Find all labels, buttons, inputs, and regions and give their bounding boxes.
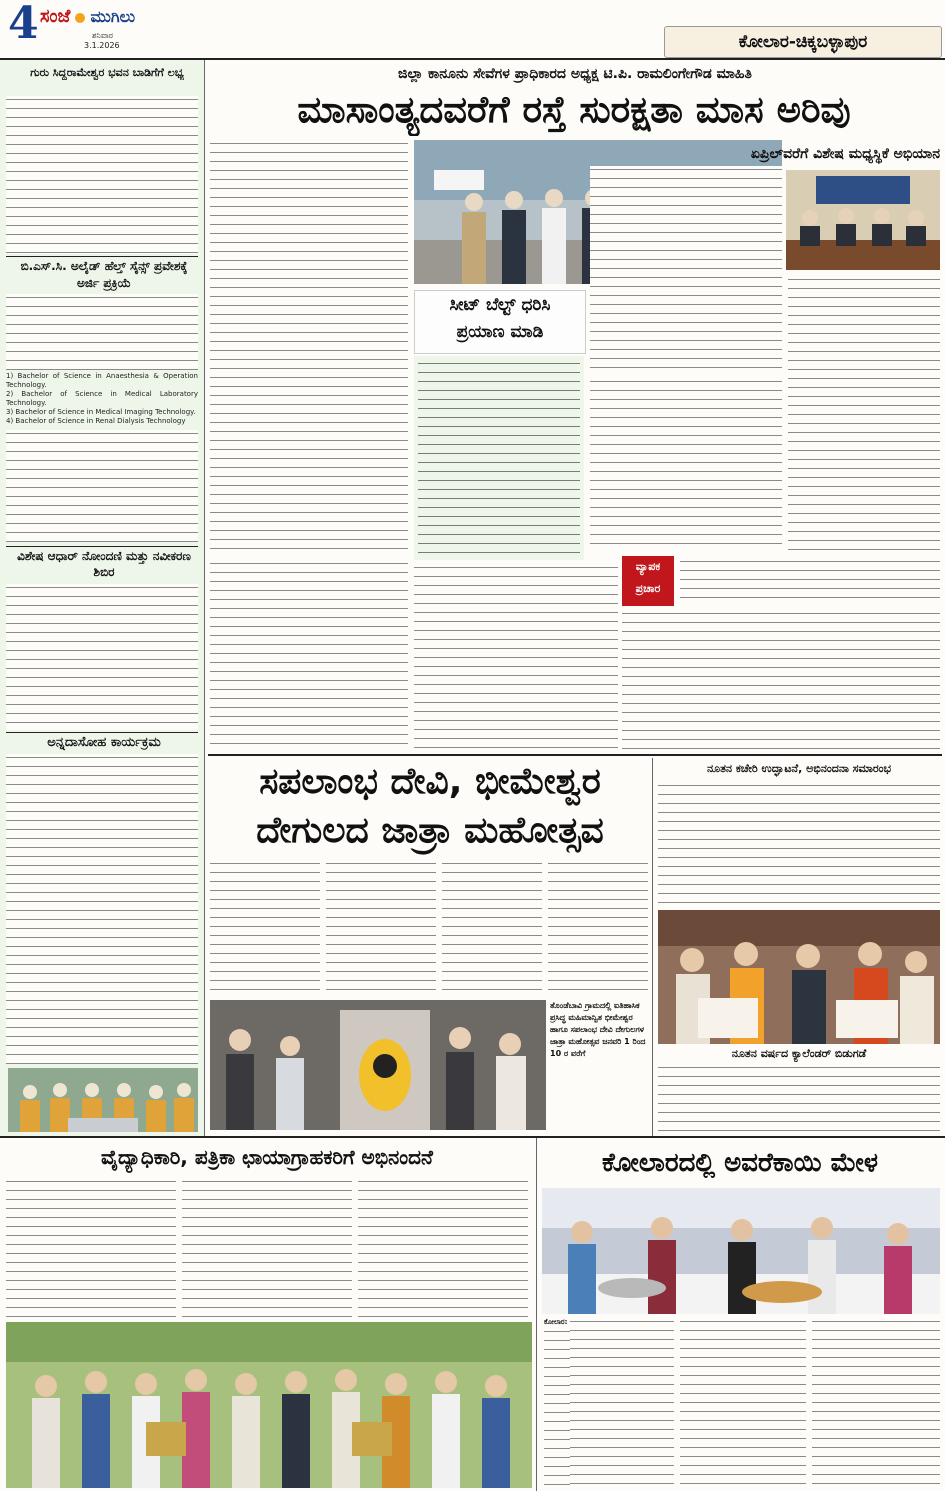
temple-photo <box>210 1000 546 1130</box>
course-item: 4) Bachelor of Science in Renal Dialysis Technology <box>6 417 186 425</box>
calendar-release-illustration <box>658 910 940 1044</box>
avarekai-body-col3 <box>812 1318 940 1488</box>
temple-deity-illustration <box>210 1000 546 1130</box>
felicitation-photo <box>6 1322 532 1488</box>
felicitation-headline: ವೈದ್ಯಾಧಿಕಾರಿ, ಪತ್ರಿಕಾ ಛಾಯಾಗ್ರಾಹಕರಿಗೆ ಅಭಿನಂದನೆ <box>101 1145 433 1169</box>
seatbelt-callout-body <box>414 356 584 560</box>
publicity-body <box>680 558 940 604</box>
divider <box>6 546 198 547</box>
badge-line1: ವ್ಯಾಪಕ <box>635 560 661 573</box>
issue-date: 3.1.2026 <box>84 41 120 50</box>
masthead <box>0 0 945 60</box>
publicity-body-full <box>622 610 940 750</box>
page-number: 4 <box>8 0 39 49</box>
temple-body-col3 <box>442 860 542 994</box>
bottom-column-border <box>536 1138 537 1491</box>
story4-body <box>6 754 198 1064</box>
divider <box>6 256 198 257</box>
lead-body-col1 <box>210 140 408 554</box>
story3-headline: ವಿಶೇಷ ಆಧಾರ್ ನೋಂದಣಿ ಮತ್ತು ನವೀಕರಣ ಶಿಬಿರ <box>17 549 191 579</box>
office-headline: ನೂತನ ಕಚೇರಿ ಉದ್ಘಾಟನೆ, ಅಭಿನಂದನಾ ಸಮಾರಂಭ <box>706 762 892 775</box>
story2-body-continued <box>6 430 198 542</box>
temple-body-col4 <box>548 860 648 994</box>
left-column <box>0 60 204 1136</box>
callout-line2: ಪ್ರಯಾಣ ಮಾಡಿ <box>456 322 544 342</box>
felicitation-body-col3 <box>358 1178 528 1320</box>
temple-body-col2 <box>326 860 436 994</box>
issue-day: ಶನಿವಾರ <box>92 31 114 40</box>
felicitation-group-illustration <box>6 1322 532 1488</box>
callout-line1: ಸೀಟ್ ಬೆಲ್ಟ್ ಧರಿಸಿ <box>449 295 551 315</box>
calendar-caption-body <box>658 1064 940 1132</box>
course-list <box>6 372 198 426</box>
temple-headline-line2: ದೇಗುಲದ ಜಾತ್ರಾ ಮಹೋತ್ಸವ <box>256 810 604 851</box>
bottom-section-rule <box>0 1136 945 1138</box>
office-photo <box>658 910 940 1044</box>
lead-body-col2 <box>590 166 782 372</box>
lead-body-col4 <box>788 276 940 556</box>
lead-body-bottom-b <box>414 564 618 750</box>
course-item: 3) Bachelor of Science in Medical Imaging Technology. <box>6 408 196 416</box>
avarekai-headline: ಕೋಲಾರದಲ್ಲಿ ಅವರೆಕಾಯಿ ಮೇಳ <box>602 1148 878 1178</box>
avarekai-photo <box>542 1188 940 1314</box>
brand-sun-icon <box>75 13 85 23</box>
region-title: ಕೋಲಾರ-ಚಿಕ್ಕಬಳ್ಳಾಪುರ <box>738 32 868 52</box>
course-item: 1) Bachelor of Science in Anaesthesia & Operation Technology. <box>6 372 198 389</box>
callout-body-text <box>418 360 580 556</box>
story2-headline: ಬಿ.ಎಸ್.ಸಿ. ಅಲೈಡ್ ಹೆಲ್ತ್ ಸೈನ್ಸ್ ಪ್ರವೇಶಕ್ಕೆ ಅರ್ಜಿ ಪ್ರಕ್ರಿಯೆ <box>20 259 188 290</box>
office-column-border <box>652 758 653 1136</box>
wide-publicity-badge <box>622 556 674 606</box>
story2-body <box>6 294 198 370</box>
story4-headline: ಅನ್ನದಾಸೋಹ ಕಾರ್ಯಕ್ರಮ <box>47 735 161 750</box>
story3-body <box>6 584 198 730</box>
lead-photo-press <box>786 170 940 270</box>
lead-body-bottom-a <box>210 560 408 750</box>
food-fair-illustration <box>542 1188 940 1314</box>
seatbelt-callout <box>414 290 586 354</box>
avarekai-body-col1-lead <box>544 1328 570 1488</box>
badge-line2: ಪ್ರಚಾರ <box>635 582 661 595</box>
avarekai-body-col2 <box>680 1318 806 1488</box>
felicitation-body-col2 <box>182 1178 352 1320</box>
lead-subhead: ಏಪ್ರಿಲ್‌ವರೆಗೆ ವಿಶೇಷ ಮಧ್ಯಸ್ಥಿಕೆ ಅಭಿಯಾನ <box>750 146 940 162</box>
left-column-border <box>204 60 205 1136</box>
people-group-illustration <box>8 1068 198 1132</box>
lead-kicker: ಜಿಲ್ಲಾ ಕಾನೂನು ಸೇವೆಗಳ ಪ್ರಾಧಿಕಾರದ ಅಧ್ಯಕ್ಷ ಟಿ.ಪಿ. ರಾಮಲಿಂಗೇಗೌಡ ಮಾಹಿತಿ <box>398 66 752 82</box>
brand-logo <box>40 6 135 27</box>
office-body <box>658 782 940 906</box>
temple-caption: ತೊಂಡೆಬಾವಿ ಗ್ರಾಮದಲ್ಲಿ ಐತಿಹಾಸಿಕ ಪ್ರಸಿದ್ಧ ಮಹಿಮಾನ್ವಿತ ಭೀಮೇಶ್ವರ ಹಾಗೂ ಸಪಲಾಂಭ ದೇವಿ ದೇಗುಲಗಳ ಜಾತ್ರಾ ಮಹೋತ್ಸವ ಜನವರಿ 1 ರಿಂದ 10 ರ ವರೆಗೆ <box>550 1001 646 1058</box>
left-photo <box>8 1068 198 1132</box>
brand-part1: ಸಂಜೆ <box>40 6 71 27</box>
lead-body-col3 <box>590 378 782 550</box>
calendar-caption: ನೂತನ ವರ್ಷದ ಕ್ಯಾಲೆಂಡರ್ ಬಿಡುಗಡೆ <box>731 1047 867 1060</box>
temple-body-col1 <box>210 860 320 994</box>
avarekai-body-col1 <box>570 1318 674 1488</box>
course-item: 2) Bachelor of Science in Medical Laboratory Technology. <box>6 390 198 407</box>
lead-headline: ಮಾಸಾಂತ್ಯದವರೆಗೆ ರಸ್ತೆ ಸುರಕ್ಷತಾ ಮಾಸ ಅರಿವು <box>297 88 851 131</box>
story1-headline: ಗುರು ಸಿದ್ದರಾಮೇಶ್ವರ ಭವನ ಬಾಡಿಗೆಗೆ ಲಭ್ಯ <box>30 66 184 79</box>
story1-body <box>6 96 198 254</box>
press-meet-illustration <box>786 170 940 270</box>
lead-bottom-rule <box>208 754 942 756</box>
felicitation-body-col1 <box>6 1178 176 1320</box>
avarekai-dateline: ಕೋಲಾರ: <box>544 1318 568 1326</box>
temple-headline-line1: ಸಪಲಾಂಭ ದೇವಿ, ಭೀಮೇಶ್ವರ <box>259 761 601 802</box>
brand-part2: ಮುಗಿಲು <box>90 7 136 26</box>
region-banner <box>664 26 942 58</box>
divider <box>6 732 198 733</box>
